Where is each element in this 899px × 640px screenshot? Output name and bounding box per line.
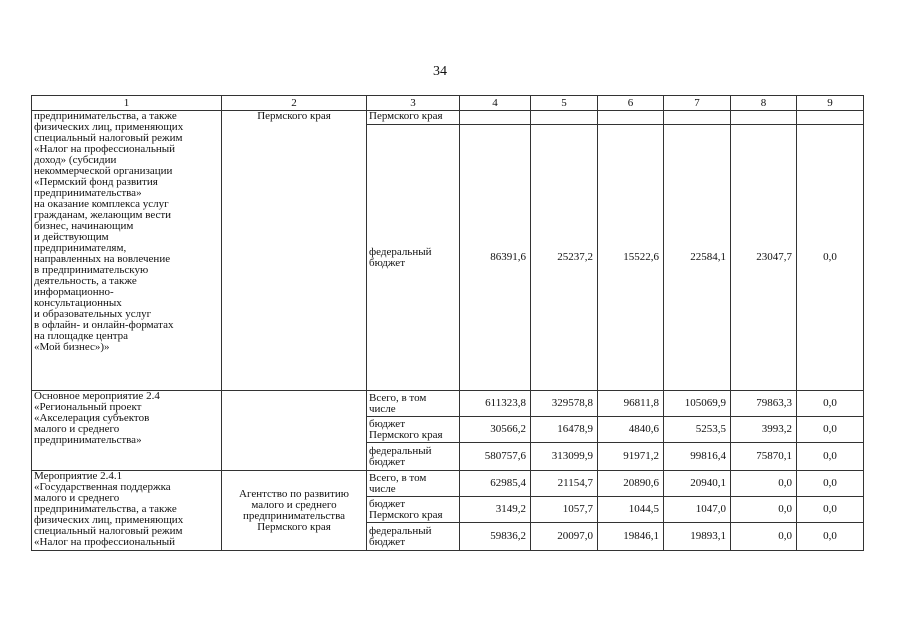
column-header-9: 9	[797, 96, 864, 111]
block3-value-col4: 3149,2	[460, 497, 531, 523]
block2-funding-source: Всего, в том числе	[367, 391, 460, 417]
block1-value-col9	[797, 111, 864, 125]
block1-funding-source: федеральный бюджет	[367, 125, 460, 391]
block2-description: Основное мероприятие 2.4 «Региональный проект «Акселерация субъектов малого и среднего предпринимательства»	[32, 391, 222, 471]
page-number: 34	[433, 64, 447, 79]
block3-value-col6: 19846,1	[598, 523, 664, 551]
column-header-2: 2	[222, 96, 367, 111]
block2-value-col8: 3993,2	[731, 417, 797, 443]
column-header-3: 3	[367, 96, 460, 111]
block3-row	[32, 471, 864, 497]
block2-value-col5: 313099,9	[531, 443, 598, 471]
block1-description: предпринимательства, а также физических лиц, применяющих специальный налоговый режим «Налог на профессиональный доход» (субсидии некоммерческой организации «Пермский фонд развития предпринимательства» на оказание комплекса услуг гражданам, желающим вести бизнес, начинающим и действующим предпринимателям, направленных на вовлечение в предпринимательскую деятельность, а также информационно- консультационных и образовательных услуг в офлайн- и онлайн-форматах на площадке центра «Мой бизнес»)»	[32, 111, 222, 391]
block2-value-col6: 4840,6	[598, 417, 664, 443]
column-header-7: 7	[664, 96, 731, 111]
column-header-4: 4	[460, 96, 531, 111]
block3-value-col7: 1047,0	[664, 497, 731, 523]
block3-value-col8: 0,0	[731, 471, 797, 497]
block2-value-col9: 0,0	[797, 443, 864, 471]
block1-value-col5	[531, 111, 598, 125]
block3-value-col5: 1057,7	[531, 497, 598, 523]
block2-row	[32, 391, 864, 417]
block1-value-col9: 0,0	[797, 125, 864, 391]
block1-row	[32, 111, 864, 125]
column-header-1: 1	[32, 96, 222, 111]
block2-value-col7: 5253,5	[664, 417, 731, 443]
block2-funding-source: бюджет Пермского края	[367, 417, 460, 443]
block3-value-col9: 0,0	[797, 471, 864, 497]
block3-funding-source: бюджет Пермского края	[367, 497, 460, 523]
block2-value-col9: 0,0	[797, 391, 864, 417]
block1-value-col6: 15522,6	[598, 125, 664, 391]
block2-executor	[222, 391, 367, 471]
block3-value-col7: 19893,1	[664, 523, 731, 551]
block2-value-col4: 580757,6	[460, 443, 531, 471]
budget-table	[31, 95, 864, 551]
column-header-5: 5	[531, 96, 598, 111]
header-row	[32, 96, 864, 111]
block2-value-col4: 611323,8	[460, 391, 531, 417]
block3-value-col7: 20940,1	[664, 471, 731, 497]
block2-value-col5: 329578,8	[531, 391, 598, 417]
block1-value-col4: 86391,6	[460, 125, 531, 391]
block3-funding-source: Всего, в том числе	[367, 471, 460, 497]
block2-value-col8: 75870,1	[731, 443, 797, 471]
block1-funding-source: Пермского края	[367, 111, 460, 125]
block1-value-col8	[731, 111, 797, 125]
column-header-6: 6	[598, 96, 664, 111]
block2-value-col4: 30566,2	[460, 417, 531, 443]
block3-value-col4: 59836,2	[460, 523, 531, 551]
block1-executor: Пермского края	[222, 111, 367, 391]
block2-value-col7: 99816,4	[664, 443, 731, 471]
block3-value-col4: 62985,4	[460, 471, 531, 497]
block1-value-col8: 23047,7	[731, 125, 797, 391]
block3-value-col6: 20890,6	[598, 471, 664, 497]
block1-value-col7: 22584,1	[664, 125, 731, 391]
block3-value-col9: 0,0	[797, 497, 864, 523]
block2-value-col7: 105069,9	[664, 391, 731, 417]
block3-value-col5: 21154,7	[531, 471, 598, 497]
block2-funding-source: федеральный бюджет	[367, 443, 460, 471]
block3-description: Мероприятие 2.4.1 «Государственная поддержка малого и среднего предпринимательства, а также физических лиц, применяющих специальный налоговый режим «Налог на профессиональный	[32, 471, 222, 551]
block2-value-col8: 79863,3	[731, 391, 797, 417]
block1-value-col5: 25237,2	[531, 125, 598, 391]
column-header-8: 8	[731, 96, 797, 111]
block2-value-col9: 0,0	[797, 417, 864, 443]
block1-value-col4	[460, 111, 531, 125]
block3-value-col5: 20097,0	[531, 523, 598, 551]
block3-executor: Агентство по развитию малого и среднего предпринимательства Пермского края	[222, 471, 367, 551]
block3-value-col6: 1044,5	[598, 497, 664, 523]
block3-value-col8: 0,0	[731, 497, 797, 523]
block1-value-col7	[664, 111, 731, 125]
block3-funding-source: федеральный бюджет	[367, 523, 460, 551]
block2-value-col5: 16478,9	[531, 417, 598, 443]
block3-value-col8: 0,0	[731, 523, 797, 551]
block1-value-col6	[598, 111, 664, 125]
block3-value-col9: 0,0	[797, 523, 864, 551]
block2-value-col6: 96811,8	[598, 391, 664, 417]
block2-value-col6: 91971,2	[598, 443, 664, 471]
